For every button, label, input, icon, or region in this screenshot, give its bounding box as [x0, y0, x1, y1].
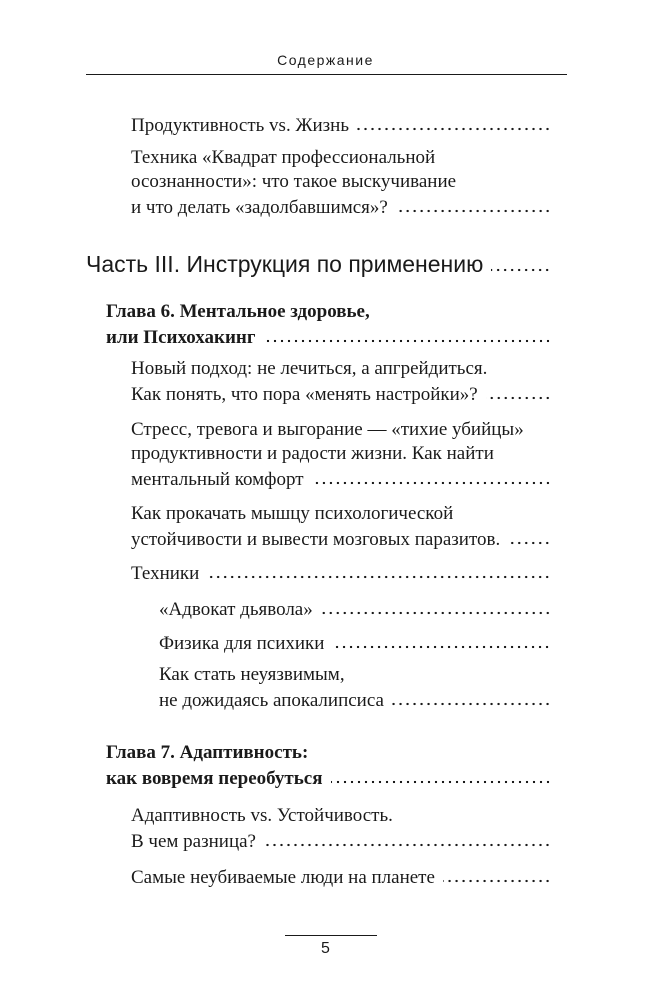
toc-entry-resilience[interactable] — [131, 502, 551, 552]
toc-entry-text: как вовремя переобуться — [106, 768, 323, 789]
toc-entry-text: Техника «Квадрат профессиональной — [131, 147, 436, 168]
dot-leader — [321, 596, 551, 615]
toc-entry-text: Адаптивность vs. Устойчивость. — [131, 805, 393, 826]
toc-entry-text: Глава 6. Ментальное здоровье, — [106, 301, 370, 322]
dot-leader — [331, 765, 552, 784]
toc-entry-text: Часть III. Инструкция по применению — [86, 251, 484, 277]
running-header: Содержание — [277, 52, 374, 68]
toc-entry-text: Как стать неуязвимым, — [159, 664, 345, 685]
dot-leader — [396, 194, 551, 213]
dot-leader — [443, 864, 551, 883]
toc-entry-text: осознанности»: что такое выскучивание — [131, 171, 457, 192]
toc-entry-stress[interactable] — [131, 418, 551, 492]
toc-entry-productivity-vs-life[interactable] — [131, 112, 551, 138]
toc-entry-text: Физика для психики — [159, 633, 325, 654]
toc-entry-text: или Психохакинг — [106, 327, 256, 348]
toc-entry-physics-for-psyche[interactable] — [159, 630, 551, 656]
footer-rule — [285, 935, 377, 936]
toc-entry-text: ментальный комфорт — [131, 469, 304, 490]
dot-leader — [207, 560, 551, 579]
toc-chapter-7[interactable] — [106, 741, 551, 791]
toc-entry-techniques[interactable] — [131, 560, 551, 586]
toc-entry-invulnerable[interactable] — [159, 663, 551, 713]
dot-leader — [508, 526, 551, 545]
toc-entry-text: Как прокачать мышцу психологической — [131, 503, 454, 524]
dot-leader — [264, 828, 551, 847]
toc-entry-unkillable-people[interactable] — [131, 864, 551, 890]
dot-leader — [312, 466, 551, 485]
toc-entry-square-technique[interactable] — [131, 146, 551, 220]
toc-entry-new-approach[interactable] — [131, 357, 551, 407]
toc-entry-text: Новый подход: не лечиться, а апгрейдиться. — [131, 358, 488, 379]
toc-entry-text: и что делать «задолбавшимся»? — [131, 197, 388, 218]
toc-part-3[interactable] — [86, 249, 551, 278]
dot-leader — [392, 687, 551, 706]
toc-entry-text: Стресс, тревога и выгорание — «тихие убийцы» — [131, 419, 524, 440]
dot-leader — [332, 630, 551, 649]
toc-entry-text: Техники — [131, 563, 200, 584]
toc-entry-text: Глава 7. Адаптивность: — [106, 742, 309, 763]
dot-leader — [357, 112, 551, 131]
toc-entry-devils-advocate[interactable] — [159, 596, 551, 622]
toc-chapter-6[interactable] — [106, 300, 551, 350]
toc-entry-text: не дожидаясь апокалипсиса — [159, 690, 384, 711]
toc-entry-text: Продуктивность vs. Жизнь — [131, 115, 349, 136]
toc-entry-text: Как понять, что пора «менять настройки»? — [131, 384, 478, 405]
toc-entry-adaptivity-vs-resilience[interactable] — [131, 804, 551, 854]
toc-entry-text: Самые неубиваемые люди на планете — [131, 867, 435, 888]
toc-entry-text: устойчивости и вывести мозговых паразитов. — [131, 529, 501, 550]
dot-leader — [491, 249, 551, 272]
dot-leader — [486, 381, 551, 400]
page-number: 5 — [321, 940, 330, 957]
toc-entry-text: «Адвокат дьявола» — [159, 599, 313, 620]
toc-entry-text: В чем разница? — [131, 831, 256, 852]
toc-entry-text: продуктивности и радости жизни. Как найти — [131, 443, 494, 464]
dot-leader — [264, 324, 552, 343]
